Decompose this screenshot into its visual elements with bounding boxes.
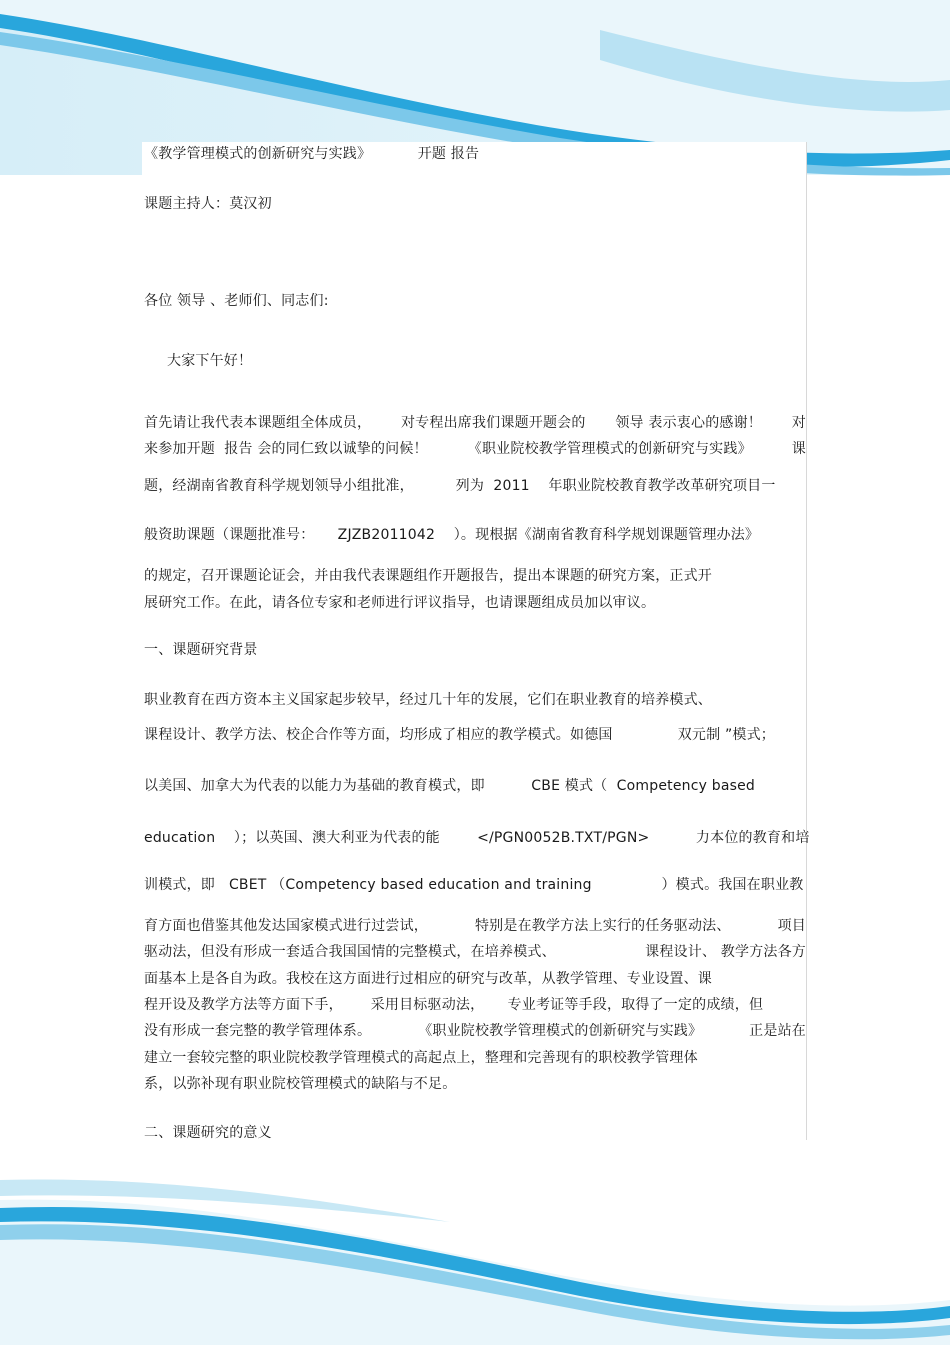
paragraph-line: 系，以弥补现有职业院校管理模式的缺陷与不足。	[144, 1076, 457, 1092]
paragraph-line: 职业教育在西方资本主义国家起步较早，经过几十年的发展，它们在职业教育的培养模式、	[144, 692, 712, 708]
paragraph-line: 面基本上是各自为政。我校在这方面进行过相应的研究与改革，从教学管理、专业设置、课	[144, 971, 712, 987]
paragraph-line: 程开设及教学方法等方面下手， 采用目标驱动法， 专业考证等手段，取得了一定的成绩，但	[144, 997, 764, 1013]
greeting: 大家下午好！	[167, 353, 253, 369]
paragraph-line: 题，经湖南省教育科学规划领导小组批准， 列为 2011 年职业院校教育教学改革研究项目一	[144, 478, 776, 494]
paragraph-line: 般资助课题（课题批准号： ZJZB2011042 ）。现根据《湖南省教育科学规划课题管理办法》	[144, 527, 760, 543]
paragraph-line	[144, 943, 806, 961]
paragraph-line	[144, 440, 806, 458]
text-segment: 首先请让我代表本课题组全体成员，	[144, 415, 372, 431]
page-edge-rule	[806, 142, 807, 1140]
section-heading: 一、课题研究背景	[144, 642, 258, 658]
paragraph-line: 课程设计、教学方法、校企合作等方面，均形成了相应的教学模式。如德国 双元制 ”模式；	[144, 727, 776, 743]
paragraph-line	[144, 1022, 806, 1040]
paragraph-line: 以美国、加拿大为代表的以能力为基础的教育模式，即 CBE 模式（ Competency based	[144, 778, 756, 794]
report-title: 《教学管理模式的创新研究与实践》 开题 报告	[144, 146, 480, 162]
paragraph-line: education ）；以英国、澳大利亚为代表的能 </PGN0052B.TXT/PGN> 力本位的教育和培	[144, 830, 810, 846]
paragraph-line: 训模式，即 CBET （Competency based education and training ）模式。我国在职业教	[144, 877, 804, 893]
text-segment: 育方面也借鉴其他发达国家模式进行过尝试，	[144, 918, 428, 934]
text-segment: 《职业院校教学管理模式的创新研究与实践》	[418, 1023, 703, 1039]
text-segment: 课程设计、 教学方法各方	[645, 944, 806, 960]
text-segment: 来参加开题 报告 会的同仁致以诚挚的问候！	[144, 441, 428, 457]
text-segment: 没有形成一套完整的教学管理体系。	[144, 1023, 372, 1039]
text-segment: 正是站在	[749, 1023, 806, 1039]
text-segment: 项目	[777, 918, 806, 934]
paragraph-line	[144, 414, 806, 432]
text-segment: 驱动法，但没有形成一套适合我国国情的完整模式，在培养模式、	[144, 944, 556, 960]
text-segment: 对专程出席我们课题开题会的	[400, 415, 586, 431]
paragraph-line	[144, 917, 806, 935]
project-host: 课题主持人：莫汉初	[144, 196, 272, 212]
text-segment: 《职业院校教学管理模式的创新研究与实践》	[467, 441, 752, 457]
text-segment: 领导 表示衷心的感谢！	[615, 415, 762, 431]
text-segment: 对	[791, 415, 806, 431]
salutation: 各位 领导 、老师们、同志们:	[144, 293, 329, 309]
text-segment: 特别是在教学方法上实行的任务驱动法、	[474, 918, 731, 934]
paragraph-line: 建立一套较完整的职业院校教学管理模式的高起点上，整理和完善现有的职校教学管理体	[144, 1050, 698, 1066]
section-heading: 二、课题研究的意义	[144, 1125, 272, 1141]
paragraph-line: 的规定，召开课题论证会，并由我代表课题组作开题报告，提出本课题的研究方案，正式开	[144, 568, 712, 584]
paragraph-line: 展研究工作。在此，请各位专家和老师进行评议指导，也请课题组成员加以审议。	[144, 595, 656, 611]
text-segment: 课	[791, 441, 806, 457]
